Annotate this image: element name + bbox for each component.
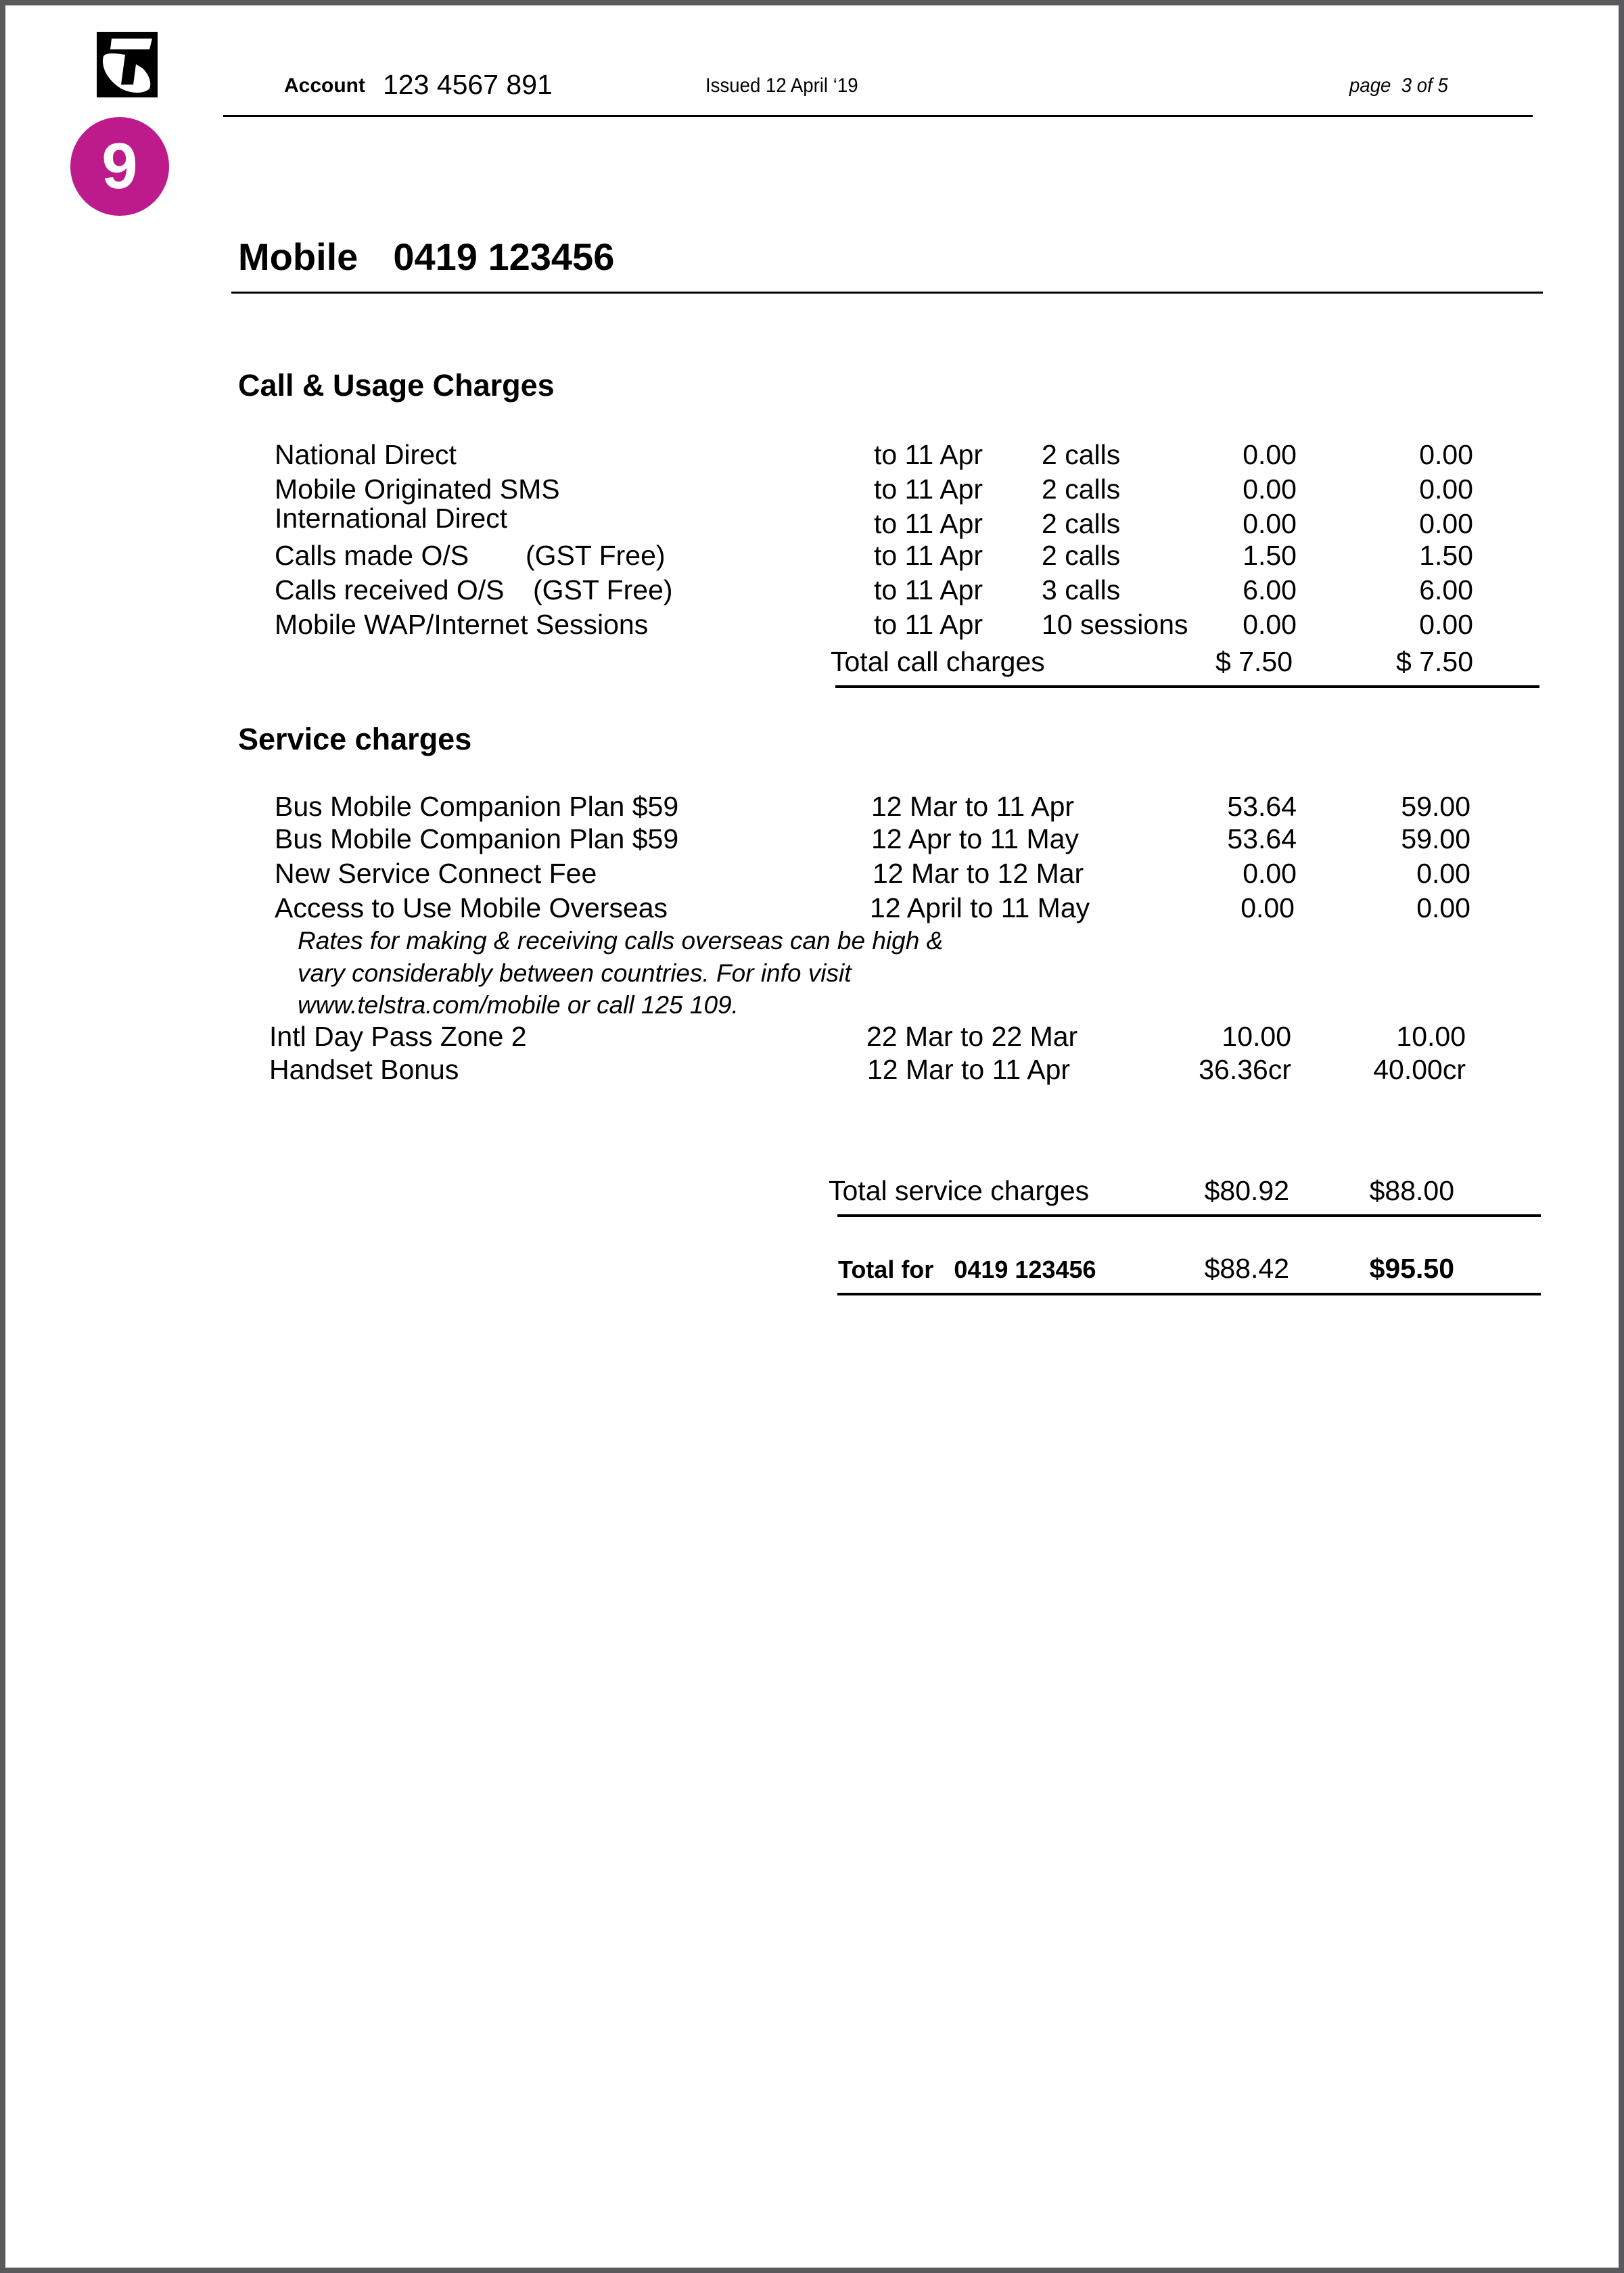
grand-total-ex-gst: $88.42 [1204,1253,1289,1284]
usage-row-count: 10 sessions [1042,609,1188,640]
usage-row-gst-note: (GST Free) [533,574,673,605]
usage-row-inc-gst: 0.00 [1419,609,1473,640]
account-number: 123 4567 891 [383,69,553,100]
account-label: Account [284,74,365,97]
overseas-note-line: www.telstra.com/mobile or call 125 109. [298,991,739,1019]
section-badge: 9 [70,117,169,216]
usage-total-inc-gst: $ 7.50 [1396,646,1473,677]
usage-row-ex-gst: 0.00 [1243,609,1297,640]
service-row-label: Access to Use Mobile Overseas [275,892,668,923]
telstra-logo-icon [97,32,158,97]
usage-row-count: 2 calls [1042,439,1121,470]
usage-row-inc-gst: 0.00 [1419,474,1473,505]
service-row-inc-gst: 0.00 [1416,892,1470,923]
service-row-inc-gst: 10.00 [1396,1021,1466,1052]
usage-row-inc-gst: 0.00 [1419,439,1473,470]
service-row-label: New Service Connect Fee [275,858,597,889]
service-row-inc-gst: 0.00 [1416,858,1470,889]
usage-row-label: National Direct [275,439,457,470]
service-row-inc-gst: 59.00 [1401,823,1470,854]
usage-row-label: Mobile WAP/Internet Sessions [275,609,649,640]
usage-row-ex-gst: 0.00 [1243,439,1297,470]
usage-row-period: to 11 Apr [874,609,983,640]
service-total-label: Total service charges [829,1175,1090,1206]
grand-total-label [838,1258,1096,1282]
usage-total-ex-gst: $ 7.50 [1215,646,1293,677]
usage-row-period: to 11 Apr [874,574,983,605]
usage-row-gst-note: (GST Free) [526,540,666,571]
service-row-period: 12 April to 11 May [870,892,1090,923]
usage-row-ex-gst: 1.50 [1243,540,1297,571]
service-type: Mobile [238,235,358,278]
overseas-note-line: vary considerably between countries. For info visit [298,959,852,987]
service-row-ex-gst: 10.00 [1222,1021,1291,1052]
service-row-period: 12 Mar to 12 Mar [873,858,1084,889]
service-row-ex-gst: 53.64 [1227,791,1297,822]
usage-section-title: Call & Usage Charges [238,368,555,403]
usage-row-label: International Direct [275,503,508,534]
service-row-ex-gst: 36.36cr [1199,1054,1291,1085]
service-row-label: Bus Mobile Companion Plan $59 [275,823,679,854]
usage-row-period: to 11 Apr [874,540,983,571]
service-row-label: Handset Bonus [269,1054,459,1085]
service-row-period: 12 Mar to 11 Apr [871,791,1075,822]
service-section-title: Service charges [238,722,472,756]
service-total-inc-gst: $88.00 [1369,1175,1454,1206]
service-row-inc-gst: 40.00cr [1373,1054,1466,1085]
usage-row-label: Calls made O/S [275,540,469,571]
service-total-ex-gst: $80.92 [1204,1175,1289,1206]
page-indicator [1349,76,1448,96]
grand-total-number: 0419 123456 [954,1256,1096,1283]
grand-total-rule [837,1293,1541,1295]
usage-row-period: to 11 Apr [874,474,983,505]
usage-row-count: 2 calls [1042,540,1121,571]
service-number: 0419 123456 [393,235,615,278]
usage-row-period: to 11 Apr [874,508,983,539]
usage-row-period: to 11 Apr [874,439,983,470]
service-row-period: 12 Mar to 11 Apr [867,1054,1071,1085]
page-title [238,235,615,278]
header-rule [223,115,1533,117]
service-total-rule [837,1214,1541,1217]
grand-total-text: Total for [838,1256,934,1283]
usage-row-ex-gst: 0.00 [1243,474,1297,505]
page-value: 3 of 5 [1401,74,1448,97]
usage-total-label: Total call charges [831,646,1045,677]
grand-total-inc-gst: $95.50 [1369,1253,1454,1284]
service-row-label: Intl Day Pass Zone 2 [269,1021,527,1052]
usage-row-inc-gst: 6.00 [1419,574,1473,605]
usage-row-inc-gst: 1.50 [1419,540,1473,571]
usage-row-ex-gst: 6.00 [1243,574,1297,605]
title-rule [231,292,1543,294]
service-row-period: 12 Apr to 11 May [871,823,1079,854]
overseas-note-line: Rates for making & receiving calls overseas can be high & [298,927,944,955]
usage-row-label: Mobile Originated SMS [275,474,560,505]
service-row-ex-gst: 0.00 [1240,892,1295,923]
usage-row-count: 3 calls [1042,574,1121,605]
service-row-ex-gst: 0.00 [1243,858,1297,889]
usage-total-rule [835,685,1539,688]
service-row-ex-gst: 53.64 [1227,823,1297,854]
page-label: page [1349,74,1391,97]
service-row-inc-gst: 59.00 [1401,791,1470,822]
service-row-period: 22 Mar to 22 Mar [866,1021,1078,1052]
issued-date: Issued 12 April ‘19 [705,74,858,97]
usage-row-inc-gst: 0.00 [1419,508,1473,539]
usage-row-label: Calls received O/S [275,574,505,605]
usage-row-ex-gst: 0.00 [1243,508,1297,539]
service-row-label: Bus Mobile Companion Plan $59 [275,791,679,822]
usage-row-count: 2 calls [1042,508,1121,539]
usage-row-count: 2 calls [1042,474,1121,505]
